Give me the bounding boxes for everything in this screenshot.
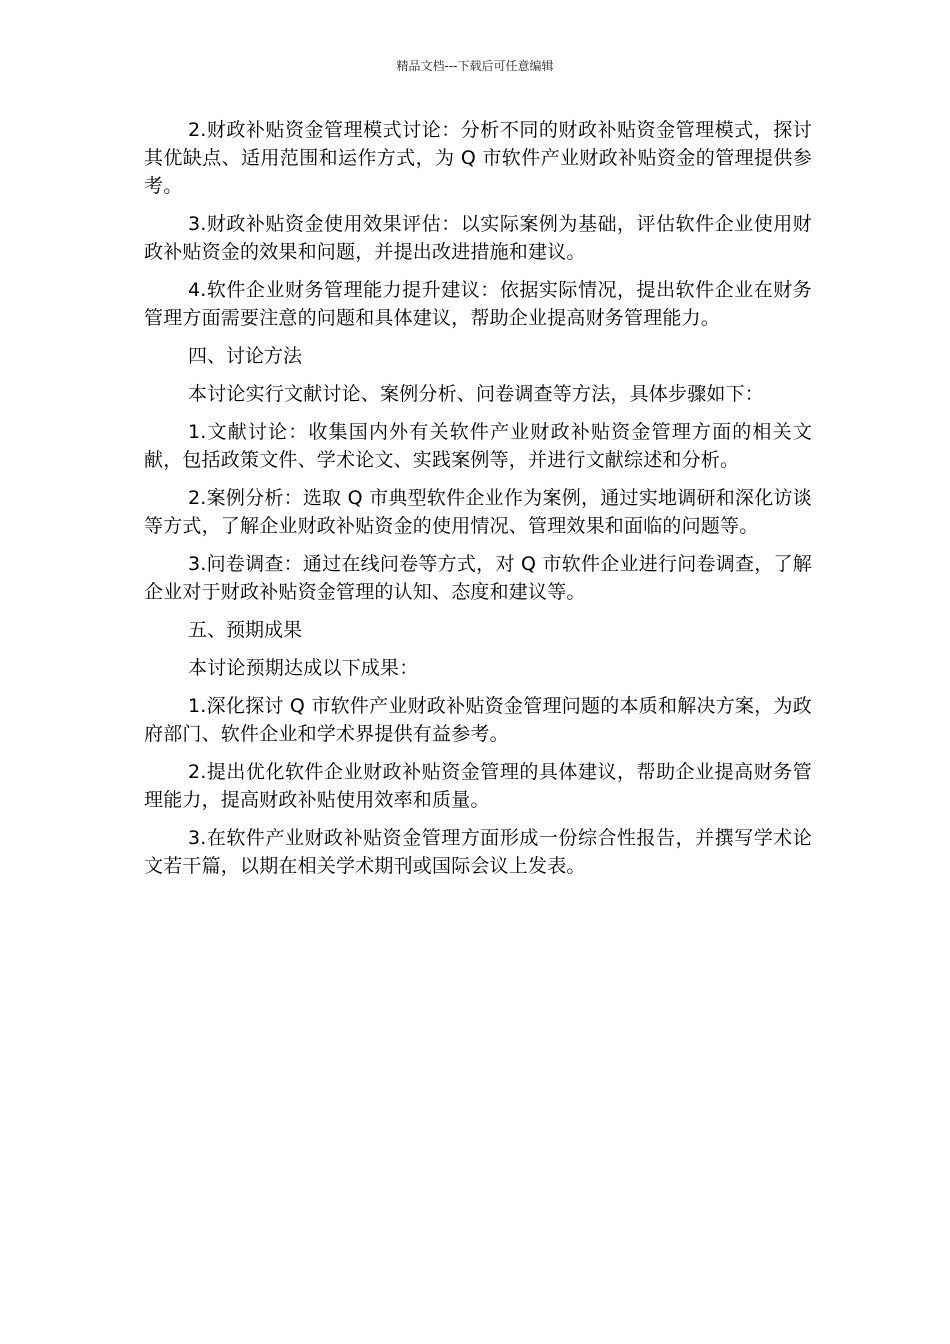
paragraph-case-analysis: 2.案例分析：选取 Q 市典型软件企业作为案例，通过实地调研和深化访谈等方式，了解企业财政补贴资金的使用情况、管理效果和面临的问题等。 <box>144 487 812 537</box>
section-heading-methods: 四、讨论方法 <box>188 345 303 367</box>
page-header: 精品文档---下载后可任意编辑 <box>396 59 554 73</box>
section-heading-expected-results: 五、预期成果 <box>188 619 303 641</box>
paragraph-methods-intro: 本讨论实行文献讨论、案例分析、问卷调查等方法，具体步骤如下： <box>188 383 765 405</box>
paragraph-questionnaire: 3.问卷调查：通过在线问卷等方式，对 Q 市软件企业进行问卷调查，了解企业对于财政补贴资金管理的认知、态度和建议等。 <box>144 553 812 603</box>
paragraph-result-1: 1.深化探讨 Q 市软件产业财政补贴资金管理问题的本质和解决方案，为政府部门、软件企业和学术界提供有益参考。 <box>144 695 812 745</box>
paragraph-result-2: 2.提出优化软件企业财政补贴资金管理的具体建议，帮助企业提高财务管理能力，提高财政补贴使用效率和质量。 <box>144 761 812 811</box>
paragraph-financial-capability-advice: 4.软件企业财务管理能力提升建议：依据实际情况，提出软件企业在财务管理方面需要注意的问题和具体建议，帮助企业提高财务管理能力。 <box>144 279 812 329</box>
paragraph-literature-review: 1.文献讨论：收集国内外有关软件产业财政补贴资金管理方面的相关文献，包括政策文件、学术论文、实践案例等，并进行文献综述和分析。 <box>144 421 812 471</box>
paragraph-subsidy-effect-evaluation: 3.财政补贴资金使用效果评估：以实际案例为基础，评估软件企业使用财政补贴资金的效果和问题，并提出改进措施和建议。 <box>144 213 812 263</box>
paragraph-results-intro: 本讨论预期达成以下成果： <box>188 657 419 679</box>
paragraph-result-3: 3.在软件产业财政补贴资金管理方面形成一份综合性报告，并撰写学术论文若干篇，以期在相关学术期刊或国际会议上发表。 <box>144 827 812 877</box>
paragraph-subsidy-management-models: 2.财政补贴资金管理模式讨论：分析不同的财政补贴资金管理模式，探讨其优缺点、适用范围和运作方式，为 Q 市软件产业财政补贴资金的管理提供参考。 <box>144 119 812 197</box>
document-body <box>144 116 812 890</box>
